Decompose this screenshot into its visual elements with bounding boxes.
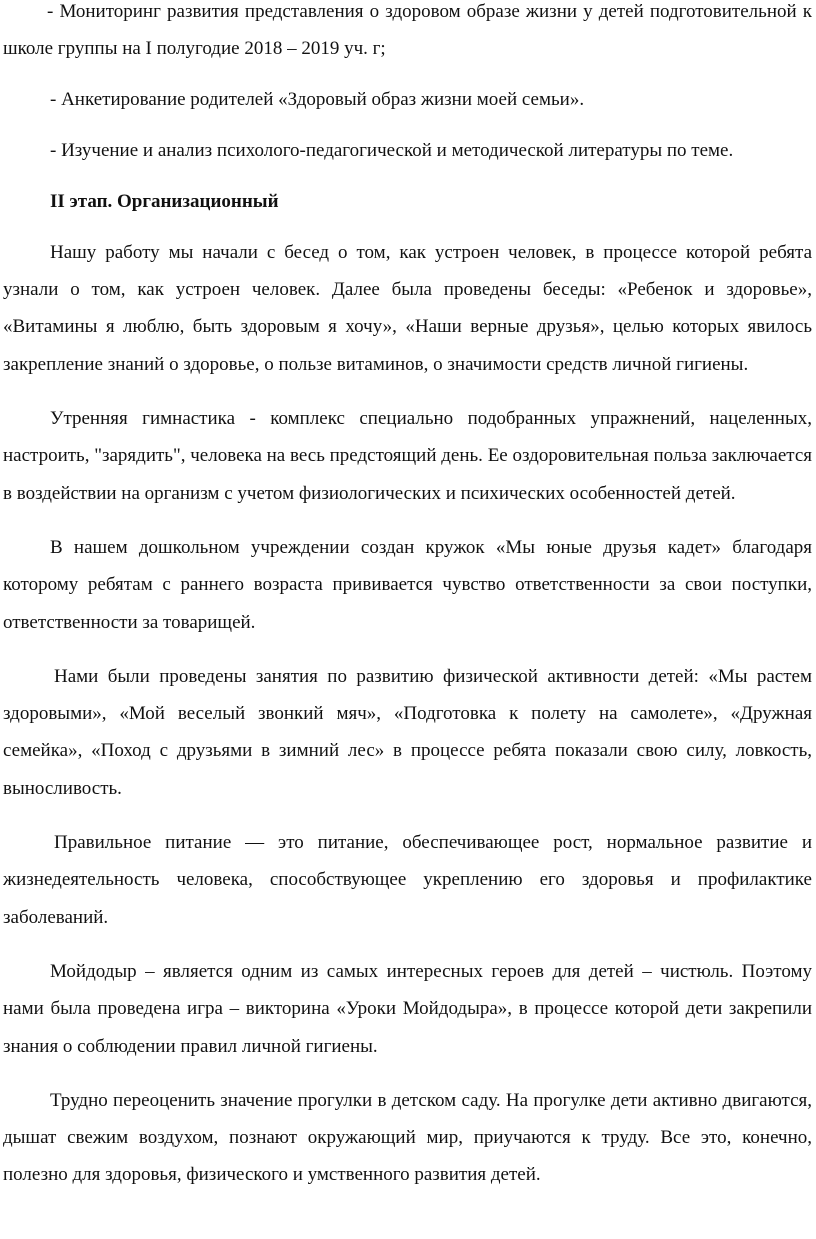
paragraph-walks: Трудно переоценить значение прогулки в детском саду. На прогулке дети активно двигаются, дышат свежим воздухом, познают окружающий мир, приучаются к труду. Все это, конечно, полезно для здоровья, физического и умственного развития детей. [3,1089,812,1186]
paragraph-monitoring-text: Мониторинг развития представления о здоровом образе жизни у детей подготовительной к школе группы на I полугодие 2018 – 2019 уч. г; [3,1,812,60]
section-heading: II этап. Организационный [50,190,279,212]
paragraph-nutrition: Правильное питание — это питание, обеспечивающее рост, нормальное развитие и жизнедеятельность человека, способствующее укреплению его здоровья и профилактике заболеваний. [3,832,812,928]
paragraph-moidodyr: Мойдодыр – является одним из самых интересных героев для детей – чистюль. Поэтому нами была проведена игра – викторина «Уроки Мойдодыра», в процессе которой дети закрепили знания о соблюдении правил личной гигиены. [3,960,812,1057]
list-dash: - [47,1,54,22]
paragraph-activities: Нами были проведены занятия по развитию физической активности детей: «Мы растем здоровыми», «Мой веселый звонкий мяч», «Подготовка к полету на самолете», «Дружная семейка», «Поход с друзьями в зимний лес» в процессе ребята показали свою силу, ловкость, выносливость. [3,665,812,799]
paragraph-literature: - Изучение и анализ психолого-педагогической и методической литературы по теме. [50,140,734,162]
paragraph-monitoring [3,0,812,68]
paragraph-club: В нашем дошкольном учреждении создан кружок «Мы юные друзья кадет» благодаря которому ребятам с раннего возраста прививается чувство ответственности за свои поступки, ответственности за товарищей. [3,536,812,633]
paragraph-conversations: Нашу работу мы начали с бесед о том, как устроен человек, в процессе которой ребята узнали о том, как устроен человек. Далее была проведены беседы: «Ребенок и здоровье», «Витамины я люблю, быть здоровым я хочу», «Наши верные друзья», целью которых явилось закрепление знаний о здоровье, о пользе витаминов, о значимости средств личной гигиены. [3,241,812,375]
paragraph-survey: - Анкетирование родителей «Здоровый образ жизни моей семьи». [50,89,585,111]
paragraph-gymnastics: Утренняя гимнастика - комплекс специально подобранных упражнений, нацеленных, настроить, "зарядить", человека на весь предстоящий день. Ее оздоровительная польза заключается в воздействии на организм с учетом физиологических и психических особенностей детей. [3,408,812,504]
